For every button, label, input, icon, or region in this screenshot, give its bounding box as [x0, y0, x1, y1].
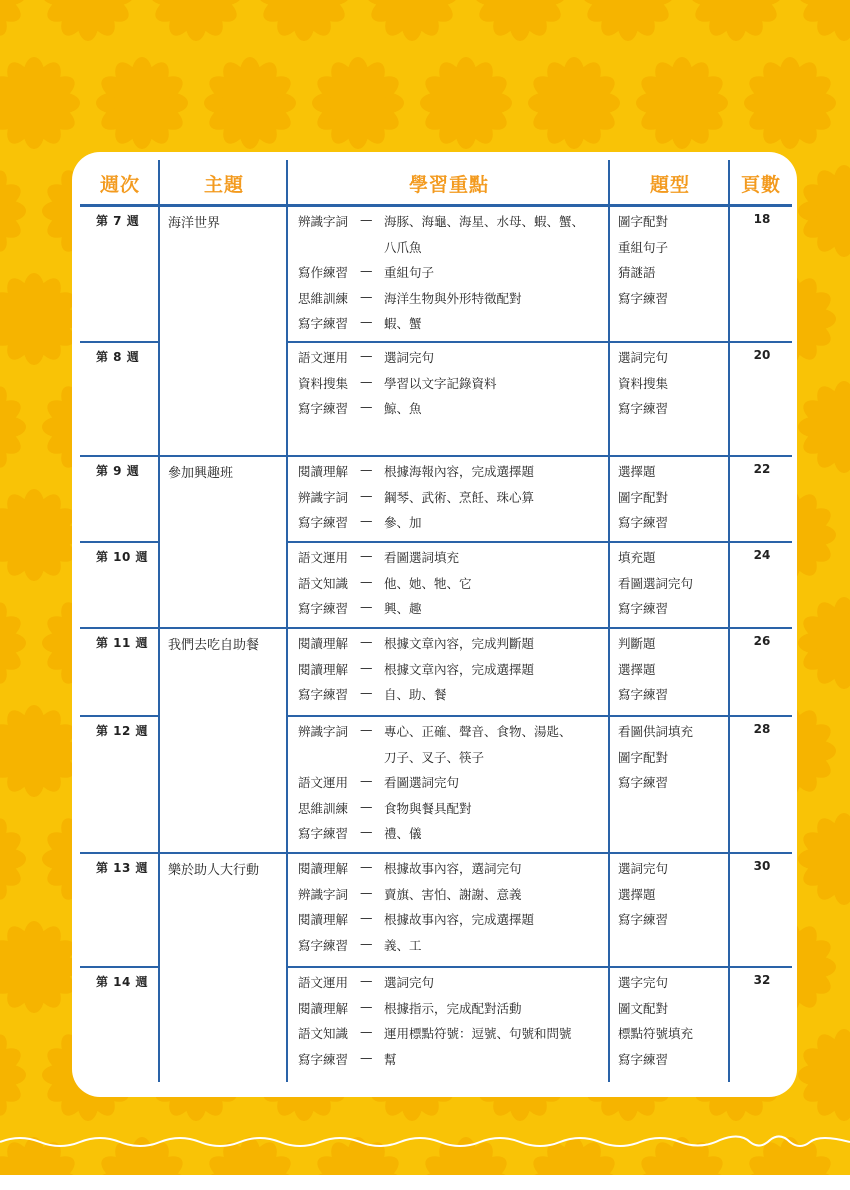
- question-type: 填充題: [618, 550, 656, 565]
- page-number: 30: [753, 859, 771, 873]
- flower-shape: [0, 165, 26, 257]
- focus-text: 運用標點符號：逗號、句號和問號: [384, 1026, 572, 1041]
- focus-text: 專心、正確、聲音、食物、湯匙、: [384, 724, 572, 739]
- flower-shape: [636, 57, 728, 149]
- focus-text: 賣旗、害怕、謝謝、意義: [384, 886, 522, 902]
- flower-shape: [798, 597, 850, 689]
- question-type: 選擇題: [618, 464, 656, 479]
- focus-dash: —: [360, 824, 373, 839]
- focus-dash: —: [360, 462, 373, 477]
- focus-text: 八爪魚: [384, 239, 422, 255]
- page-number: 32: [753, 973, 771, 987]
- focus-text: 學習以文字記錄資料: [384, 375, 497, 391]
- focus-dash: —: [360, 373, 373, 389]
- focus-dash: —: [360, 859, 373, 874]
- flower-shape: [0, 489, 80, 581]
- focus-text: 刀子、叉子、筷子: [384, 749, 485, 765]
- focus-text: 幫: [384, 1051, 397, 1067]
- focus-dash: —: [360, 1049, 373, 1065]
- flower-shape: [258, 0, 350, 41]
- focus-dash: —: [360, 659, 373, 675]
- focus-category: 思維訓練: [298, 290, 349, 306]
- focus-text: 義、工: [384, 937, 422, 953]
- focus-text: 根據指示，完成配對活動: [384, 1000, 522, 1016]
- header-underline: [80, 204, 792, 207]
- question-type: 看圖選詞完句: [618, 575, 694, 591]
- focus-text: 鋼琴、武術、烹飪、珠心算: [384, 489, 535, 505]
- focus-category: 語文運用: [298, 975, 349, 990]
- flower-shape: [474, 0, 566, 41]
- question-type: 猜謎語: [618, 265, 656, 280]
- focus-dash: —: [360, 798, 373, 814]
- question-type: 寫字練習: [618, 515, 669, 530]
- theme-label: 我們去吃自助餐: [168, 638, 260, 653]
- focus-dash: —: [360, 348, 373, 363]
- focus-text: 蝦、蟹: [384, 316, 422, 331]
- focus-category: 閱讀理解: [298, 912, 349, 927]
- question-type: 寫字練習: [618, 401, 669, 416]
- question-type: 選擇題: [618, 886, 656, 902]
- question-type: 寫字練習: [618, 601, 669, 616]
- focus-dash: —: [360, 399, 373, 414]
- column-divider: [728, 160, 730, 1082]
- week-label: 第 14 週: [96, 975, 149, 989]
- focus-dash: —: [360, 314, 373, 329]
- focus-category: 寫字練習: [298, 826, 349, 841]
- theme-label: 樂於助人大行動: [168, 863, 260, 878]
- focus-text: 根據故事內容，選詞完句: [384, 861, 522, 876]
- row-divider: [80, 627, 792, 629]
- focus-text: 重組句子: [384, 265, 435, 280]
- focus-dash: —: [360, 998, 373, 1014]
- question-type: 選詞完句: [618, 350, 669, 365]
- flower-shape: [366, 0, 458, 41]
- flower-shape: [0, 597, 26, 689]
- focus-category: 寫字練習: [298, 316, 349, 331]
- flower-shape: [798, 1029, 850, 1121]
- week-label: 第 9 週: [96, 464, 140, 478]
- focus-category: 閱讀理解: [298, 636, 349, 651]
- flower-shape: [150, 0, 242, 41]
- week-label: 第 7 週: [96, 214, 140, 228]
- focus-text: 看圖選詞填充: [384, 550, 460, 565]
- column-divider: [286, 160, 288, 1082]
- schedule-table: [80, 160, 792, 1085]
- focus-category: 寫字練習: [298, 515, 349, 530]
- focus-dash: —: [360, 548, 373, 563]
- focus-category: 語文知識: [298, 1026, 349, 1041]
- theme-label: 海洋世界: [168, 216, 221, 231]
- question-type: 寫字練習: [618, 912, 669, 927]
- focus-dash: —: [360, 884, 373, 900]
- focus-category: 閱讀理解: [298, 661, 349, 677]
- focus-dash: —: [360, 910, 373, 925]
- focus-dash: —: [360, 722, 373, 737]
- flower-shape: [0, 57, 80, 149]
- focus-dash: —: [360, 288, 373, 304]
- focus-text: 根據文章內容，完成選擇題: [384, 661, 535, 677]
- flower-shape: [0, 1029, 26, 1121]
- question-type: 圖字配對: [618, 214, 669, 229]
- row-divider: [80, 541, 158, 543]
- flower-shape: [0, 921, 80, 1013]
- question-type: 寫字練習: [618, 687, 669, 702]
- focus-category: 語文知識: [298, 575, 349, 591]
- flower-shape: [42, 0, 134, 41]
- focus-text: 選詞完句: [384, 975, 435, 990]
- bottom-wave-decoration: [0, 1128, 850, 1152]
- row-divider: [80, 341, 158, 343]
- flower-shape: [96, 57, 188, 149]
- row-divider: [80, 715, 158, 717]
- week-label: 第 10 週: [96, 550, 149, 564]
- focus-dash: —: [360, 263, 373, 278]
- focus-category: 閱讀理解: [298, 1000, 349, 1016]
- question-type: 圖字配對: [618, 749, 669, 765]
- flower-shape: [798, 813, 850, 905]
- flower-shape: [582, 0, 674, 41]
- question-type: 選擇題: [618, 661, 656, 677]
- question-type: 寫字練習: [618, 775, 669, 790]
- header-page: 頁數: [740, 173, 781, 196]
- focus-dash: —: [360, 973, 373, 988]
- focus-text: 他、她、牠、它: [384, 575, 472, 591]
- focus-dash: —: [360, 634, 373, 649]
- focus-category: 辨識字詞: [298, 489, 349, 505]
- focus-text: 海豚、海龜、海星、水母、蝦、蟹、: [384, 214, 585, 229]
- focus-text: 禮、儀: [384, 826, 422, 841]
- focus-category: 思維訓練: [298, 800, 349, 816]
- focus-text: 根據海報內容，完成選擇題: [384, 464, 535, 479]
- question-type: 資料搜集: [618, 375, 669, 391]
- focus-category: 辨識字詞: [298, 214, 349, 229]
- question-type: 重組句子: [618, 239, 669, 255]
- flower-shape: [420, 57, 512, 149]
- focus-dash: —: [360, 573, 373, 589]
- focus-category: 寫字練習: [298, 937, 349, 953]
- header-question-type: 題型: [649, 173, 690, 196]
- focus-category: 寫字練習: [298, 401, 349, 416]
- flower-shape: [312, 57, 404, 149]
- focus-category: 語文運用: [298, 775, 349, 790]
- theme-label: 參加興趣班: [168, 466, 234, 481]
- focus-dash: —: [360, 513, 373, 528]
- flower-shape: [798, 381, 850, 473]
- row-divider: [80, 966, 158, 968]
- flower-shape: [798, 165, 850, 257]
- row-divider: [80, 455, 792, 457]
- question-type: 看圖供詞填充: [618, 724, 694, 739]
- page-number: 18: [753, 212, 771, 226]
- header-theme: 主題: [203, 173, 244, 196]
- focus-text: 鯨、魚: [384, 401, 422, 416]
- question-type: 圖文配對: [618, 1000, 669, 1016]
- header-week: 週次: [99, 173, 140, 196]
- focus-text: 自、助、餐: [384, 687, 447, 702]
- question-type: 寫字練習: [618, 290, 669, 306]
- flower-shape: [204, 57, 296, 149]
- focus-dash: —: [360, 935, 373, 951]
- flower-shape: [0, 381, 26, 473]
- week-label: 第 12 週: [96, 724, 149, 738]
- page-number: 26: [753, 634, 771, 648]
- flower-shape: [528, 57, 620, 149]
- flower-shape: [0, 0, 26, 41]
- focus-category: 語文運用: [298, 350, 349, 365]
- focus-text: 海洋生物與外形特徵配對: [384, 290, 522, 306]
- week-label: 第 13 週: [96, 861, 149, 875]
- row-divider: [288, 341, 792, 343]
- flower-shape: [0, 705, 80, 797]
- focus-category: 寫字練習: [298, 601, 349, 616]
- focus-category: 閱讀理解: [298, 464, 349, 479]
- bottom-margin: [0, 1175, 850, 1190]
- focus-text: 選詞完句: [384, 350, 435, 365]
- row-divider: [288, 541, 792, 543]
- page-number: 20: [753, 348, 771, 362]
- focus-dash: —: [360, 599, 373, 614]
- flower-shape: [690, 0, 782, 41]
- page-number: 24: [753, 548, 771, 562]
- page-number: 28: [753, 722, 771, 736]
- question-type: 選字完句: [618, 975, 669, 990]
- focus-dash: —: [360, 212, 373, 227]
- focus-category: 寫字練習: [298, 1051, 349, 1067]
- focus-category: 資料搜集: [298, 375, 349, 391]
- focus-category: 寫字練習: [298, 687, 349, 702]
- focus-dash: —: [360, 487, 373, 503]
- focus-dash: —: [360, 773, 373, 788]
- focus-text: 根據故事內容，完成選擇題: [384, 912, 535, 927]
- question-type: 判斷題: [618, 636, 656, 651]
- flower-shape: [798, 0, 850, 41]
- focus-category: 辨識字詞: [298, 724, 349, 739]
- focus-text: 看圖選詞完句: [384, 775, 460, 790]
- row-divider: [80, 852, 792, 854]
- question-type: 選詞完句: [618, 861, 669, 876]
- column-divider: [608, 160, 610, 1082]
- focus-category: 辨識字詞: [298, 886, 349, 902]
- focus-category: 語文運用: [298, 550, 349, 565]
- focus-category: 寫作練習: [298, 265, 349, 280]
- flower-shape: [0, 273, 80, 365]
- column-divider: [158, 160, 160, 1082]
- focus-text: 參、加: [384, 515, 422, 530]
- row-divider: [288, 966, 792, 968]
- focus-text: 食物與餐具配對: [384, 800, 472, 816]
- flower-shape: [0, 813, 26, 905]
- question-type: 圖字配對: [618, 489, 669, 505]
- header-focus: 學習重點: [408, 173, 489, 196]
- page-number: 22: [753, 462, 771, 476]
- question-type: 標點符號填充: [618, 1026, 694, 1041]
- question-type: 寫字練習: [618, 1051, 669, 1067]
- focus-dash: —: [360, 685, 373, 700]
- flower-shape: [744, 57, 836, 149]
- focus-category: 閱讀理解: [298, 861, 349, 876]
- focus-text: 根據文章內容，完成判斷題: [384, 636, 535, 651]
- week-label: 第 8 週: [96, 350, 140, 364]
- row-divider: [288, 715, 792, 717]
- focus-text: 興、趣: [384, 601, 422, 616]
- focus-dash: —: [360, 1024, 373, 1039]
- week-label: 第 11 週: [96, 636, 149, 650]
